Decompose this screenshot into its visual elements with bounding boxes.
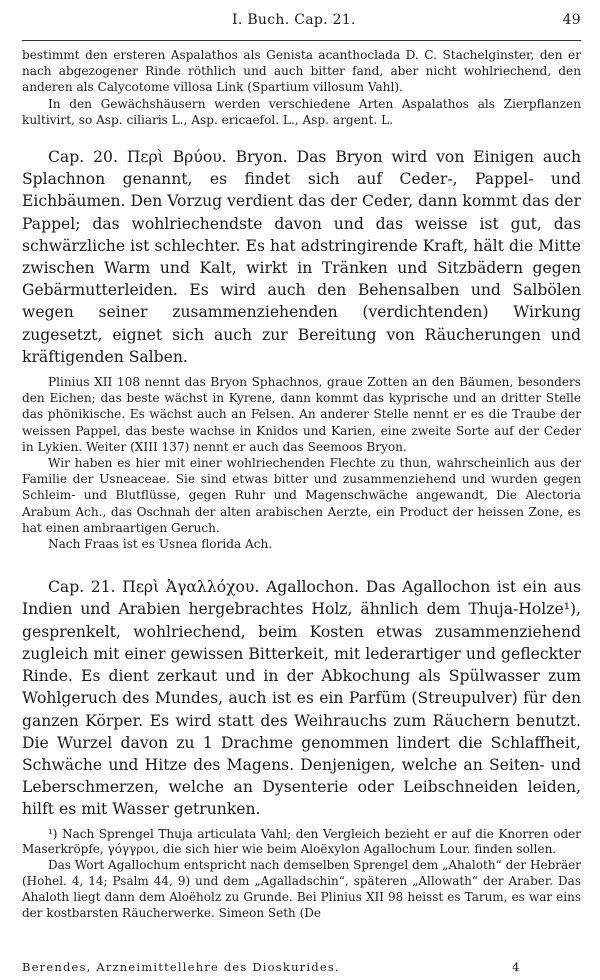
cap20-note-1: Plinius XII 108 nennt das Bryon Sphachnos, graue Zotten an den Bäumen, besonders den Eichen; das beste wächst in Kyrene, dann kommt das kyprische und an dritter Stelle das phönikische. Es wächst auch an Felsen. An anderer Stelle nennt er es die Traube der weissen Pappel, das beste wachse in Knidos und Karien, eine zweite Sorte auf der Ceder in Lykien. Weiter (XIII 137) nennt er auch das Seemoos Bryon.: [22, 375, 581, 454]
cap20-note-2: Wir haben es hier mit einer wohlriechenden Flechte zu thun, wahrscheinlich aus der Familie der Usneaceae. Sie sind etwas bitter und zusammenziehend und wurden gegen Schleim- und Blutflüsse, gegen Ruhr und Magenschwäche angewandt, Die Alectoria Arabum Ach., das Oschnah der alten arabischen Aerzte, ein Product der heissen Zone, es hat einen ambraartigen Geruch.: [22, 456, 581, 535]
header-rule: [22, 40, 581, 41]
footer-imprint: Berendes, Arzneimittellehre des Dioskurides.: [22, 960, 340, 974]
footnote-1: ¹) Nach Sprengel Thuja articulata Vahl; den Vergleich bezieht er auf die Knorren oder Maserkröpfe, γόγγροι, die sich hier wie beim Aloëxylon Agallochum Lour. finden sollen.: [22, 826, 581, 857]
intro-paragraph-1: bestimmt den ersteren Aspalathos als Genista acanthoclada D. C. Stachelginster, den er nach abgezogener Rinde röthlich und auch bitter fand, aber nicht wohlriechend, den anderen als Calycotome villosa Link (Spartium villosum Vahl).: [22, 48, 581, 95]
cap21-footnotes: [22, 827, 581, 922]
page-number: 49: [562, 12, 581, 28]
running-title: I. Buch. Cap. 21.: [232, 12, 356, 28]
signature-mark: 4: [512, 960, 520, 974]
cap21-text: Cap. 21. Περὶ Ἀγαλλόχου. Agallochon. Das Agallochon ist ein aus Indien und Arabien hergebrachtes Holz, ähnlich dem Thuja-Holze¹), gesprenkelt, wohlriechend, beim Kosten etwas zusammenziehend zugleich mit einer gewissen Bitterkeit, mit lederartiger und gefleckter Rinde. Es dient zerkaut und in der Abkochung als Spülwasser zum Wohlgeruch des Mundes, auch ist es ein Parfüm (Streupulver) für den ganzen Körper. Es wird statt des Weihrauchs zum Räuchern benutzt. Die Wurzel davon zu 1 Drachme genommen lindert die Schlaffheit, Schwäche und Hitze des Magens. Denjenigen, welche an Seiten- und Leberschmerzen, welche an Dysenterie oder Leibschneiden leiden, hilft es mit Wasser getrunken.: [22, 578, 581, 819]
intro-paragraph-2: In den Gewächshäusern werden verschiedene Arten Aspalathos als Zierpflanzen kultivirt, so Asp. ciliaris L., Asp. ericaefol. L., Asp. argent. L.: [22, 96, 581, 127]
cap20-note-3: Nach Fraas ist es Usnea florida Ach.: [48, 537, 273, 552]
running-header: [22, 0, 581, 38]
page-footer: [22, 960, 540, 974]
intro-block: [22, 47, 581, 128]
cap20-notes: [22, 374, 581, 552]
cap20-text: Cap. 20. Περὶ Βρύου. Bryon. Das Bryon wird von Einigen auch Splachnon genannt, es findet sich auf Ceder-, Pappel- und Eichbäumen. Den Vorzug verdient das der Ceder, dann kommt das der Pappel; das wohlriechendste davon und das weisse ist gut, das schwärzliche ist schlechter. Es hat adstringirende Kraft, hält die Mitte zwischen Warm und Kalt, wirkt in Tränken und Sitzbädern gegen Gebärmutterleiden. Es wird auch den Behensalben und Salbölen wegen seiner zusammenziehenden (verdichtenden) Wirkung zugesetzt, eignet sich auch zur Bereitung von Räucherungen und kräftigenden Salben.: [22, 148, 581, 366]
footnote-2: Das Wort Agallochum entspricht nach demselben Sprengel dem „Ahaloth“ der Hebräer (Hohel. 4, 14; Psalm 44, 9) und dem „Agalladschin“, späteren „Allowath“ der Araber. Das Ahaloth liegt dann dem Aloëholz zu Grunde. Bei Plinius XII 98 heisst es Tarum, es war eins der kostbarsten Räucherwerke. Simeon Seth (De: [22, 858, 581, 920]
